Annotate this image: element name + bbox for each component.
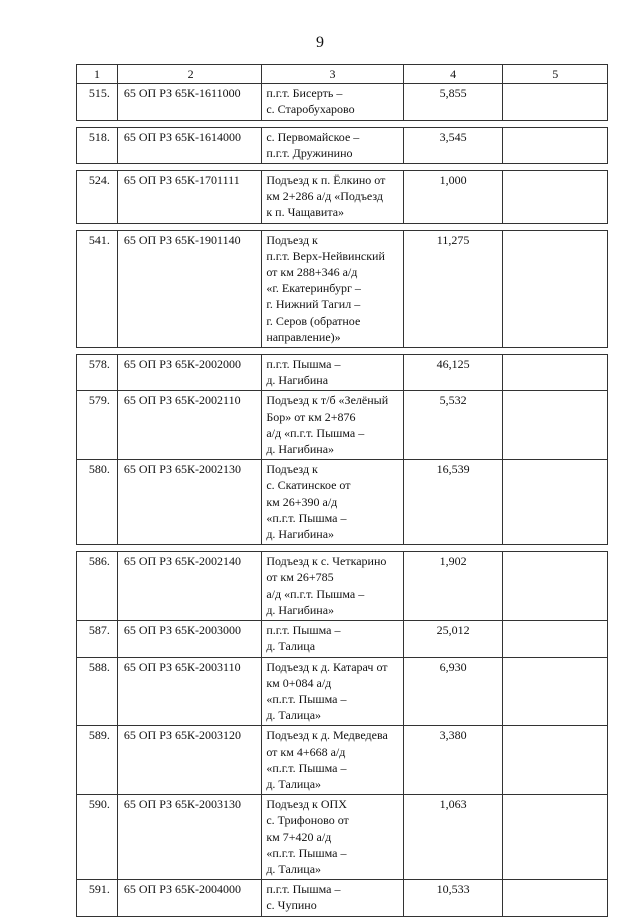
row-number: 579.	[88, 393, 110, 408]
road-code: 65 ОП РЗ 65К-2002000	[117, 355, 261, 390]
table-row	[76, 658, 608, 727]
row-number: 588.	[88, 659, 110, 674]
road-code: 65 ОП РЗ 65К-2004000	[117, 880, 261, 915]
table-row	[76, 726, 608, 795]
header-col-2: 2	[117, 65, 261, 83]
road-note	[502, 231, 607, 347]
header-col-3: 3	[261, 65, 402, 83]
road-length: 25,012	[403, 621, 503, 656]
table-row	[76, 127, 608, 164]
road-length: 10,533	[403, 880, 503, 915]
road-length: 6,930	[403, 658, 503, 726]
road-length: 1,063	[403, 795, 503, 879]
table-row	[76, 84, 608, 120]
table-body	[76, 84, 608, 916]
road-name: п.г.т. Пышма – д. Нагибина	[261, 355, 402, 390]
table-header	[76, 64, 608, 84]
road-length: 1,902	[403, 552, 503, 620]
road-note	[502, 84, 607, 119]
road-table	[76, 64, 608, 917]
road-code: 65 ОП РЗ 65К-1701111	[117, 171, 261, 223]
row-number: 591.	[88, 882, 110, 897]
row-number: 590.	[88, 797, 110, 812]
road-name: Подъезд к с. Четкарино от км 26+785 а/д «п.г.т. Пышма – д. Нагибина»	[261, 552, 402, 620]
road-name: Подъезд к т/б «Зелёный Бор» от км 2+876 а/д «п.г.т. Пышма – д. Нагибина»	[261, 391, 402, 459]
road-name: Подъезд к д. Катарач от км 0+084 а/д «п.г.т. Пышма – д. Талица»	[261, 658, 402, 726]
road-note	[502, 621, 607, 656]
table-row	[76, 391, 608, 460]
road-note	[502, 880, 607, 915]
road-note	[502, 460, 607, 544]
road-name: п.г.т. Пышма – с. Чупино	[261, 880, 402, 915]
road-code: 65 ОП РЗ 65К-1901140	[117, 231, 261, 347]
road-name: п.г.т. Пышма – д. Талица	[261, 621, 402, 656]
road-name: Подъезд к ОПХ с. Трифоново от км 7+420 а/д «п.г.т. Пышма – д. Талица»	[261, 795, 402, 879]
road-note	[502, 171, 607, 223]
road-name: Подъезд к с. Скатинское от км 26+390 а/д «п.г.т. Пышма – д. Нагибина»	[261, 460, 402, 544]
row-number: 524.	[88, 173, 110, 188]
road-name: Подъезд к п.г.т. Верх-Нейвинский от км 288+346 а/д «г. Екатеринбург – г. Нижний Тагил – г. Серов (обратное направление)»	[261, 231, 402, 347]
road-note	[502, 552, 607, 620]
road-code: 65 ОП РЗ 65К-2003110	[117, 658, 261, 726]
road-length: 3,545	[403, 128, 503, 163]
road-length: 16,539	[403, 460, 503, 544]
table-row	[76, 170, 608, 224]
table-row	[76, 621, 608, 657]
header-col-5: 5	[502, 65, 607, 83]
road-note	[502, 658, 607, 726]
header-col-4: 4	[403, 65, 503, 83]
table-row	[76, 795, 608, 880]
road-name: Подъезд к д. Медведева от км 4+668 а/д «п.г.т. Пышма – д. Талица»	[261, 726, 402, 794]
road-length: 11,275	[403, 231, 503, 347]
road-code: 65 ОП РЗ 65К-2002140	[117, 552, 261, 620]
row-number: 587.	[88, 623, 110, 638]
road-length: 46,125	[403, 355, 503, 390]
road-code: 65 ОП РЗ 65К-2003000	[117, 621, 261, 656]
road-length: 3,380	[403, 726, 503, 794]
table-row	[76, 880, 608, 916]
road-note	[502, 726, 607, 794]
row-number: 541.	[88, 232, 110, 247]
row-number: 586.	[88, 554, 110, 569]
road-code: 65 ОП РЗ 65К-2002130	[117, 460, 261, 544]
row-number: 580.	[88, 462, 110, 477]
road-code: 65 ОП РЗ 65К-2003120	[117, 726, 261, 794]
row-number: 578.	[88, 357, 110, 372]
table-row	[76, 460, 608, 545]
road-name: Подъезд к п. Ёлкино от км 2+286 а/д «Подъезд к п. Чащавита»	[261, 171, 402, 223]
road-note	[502, 128, 607, 163]
road-length: 5,532	[403, 391, 503, 459]
table-row	[76, 230, 608, 348]
row-number: 518.	[88, 129, 110, 144]
table-row	[76, 551, 608, 621]
page-number: 9	[316, 34, 324, 51]
road-code: 65 ОП РЗ 65К-2002110	[117, 391, 261, 459]
row-number: 515.	[88, 86, 110, 101]
road-code: 65 ОП РЗ 65К-2003130	[117, 795, 261, 879]
road-note	[502, 355, 607, 390]
road-note	[502, 795, 607, 879]
row-number: 589.	[88, 728, 110, 743]
road-name: п.г.т. Бисерть – с. Старобухарово	[261, 84, 402, 119]
road-length: 1,000	[403, 171, 503, 223]
road-name: с. Первомайское – п.г.т. Дружинино	[261, 128, 402, 163]
road-code: 65 ОП РЗ 65К-1614000	[117, 128, 261, 163]
road-note	[502, 391, 607, 459]
road-length: 5,855	[403, 84, 503, 119]
table-row	[76, 354, 608, 391]
header-col-1: 1	[93, 67, 100, 81]
road-code: 65 ОП РЗ 65К-1611000	[117, 84, 261, 119]
